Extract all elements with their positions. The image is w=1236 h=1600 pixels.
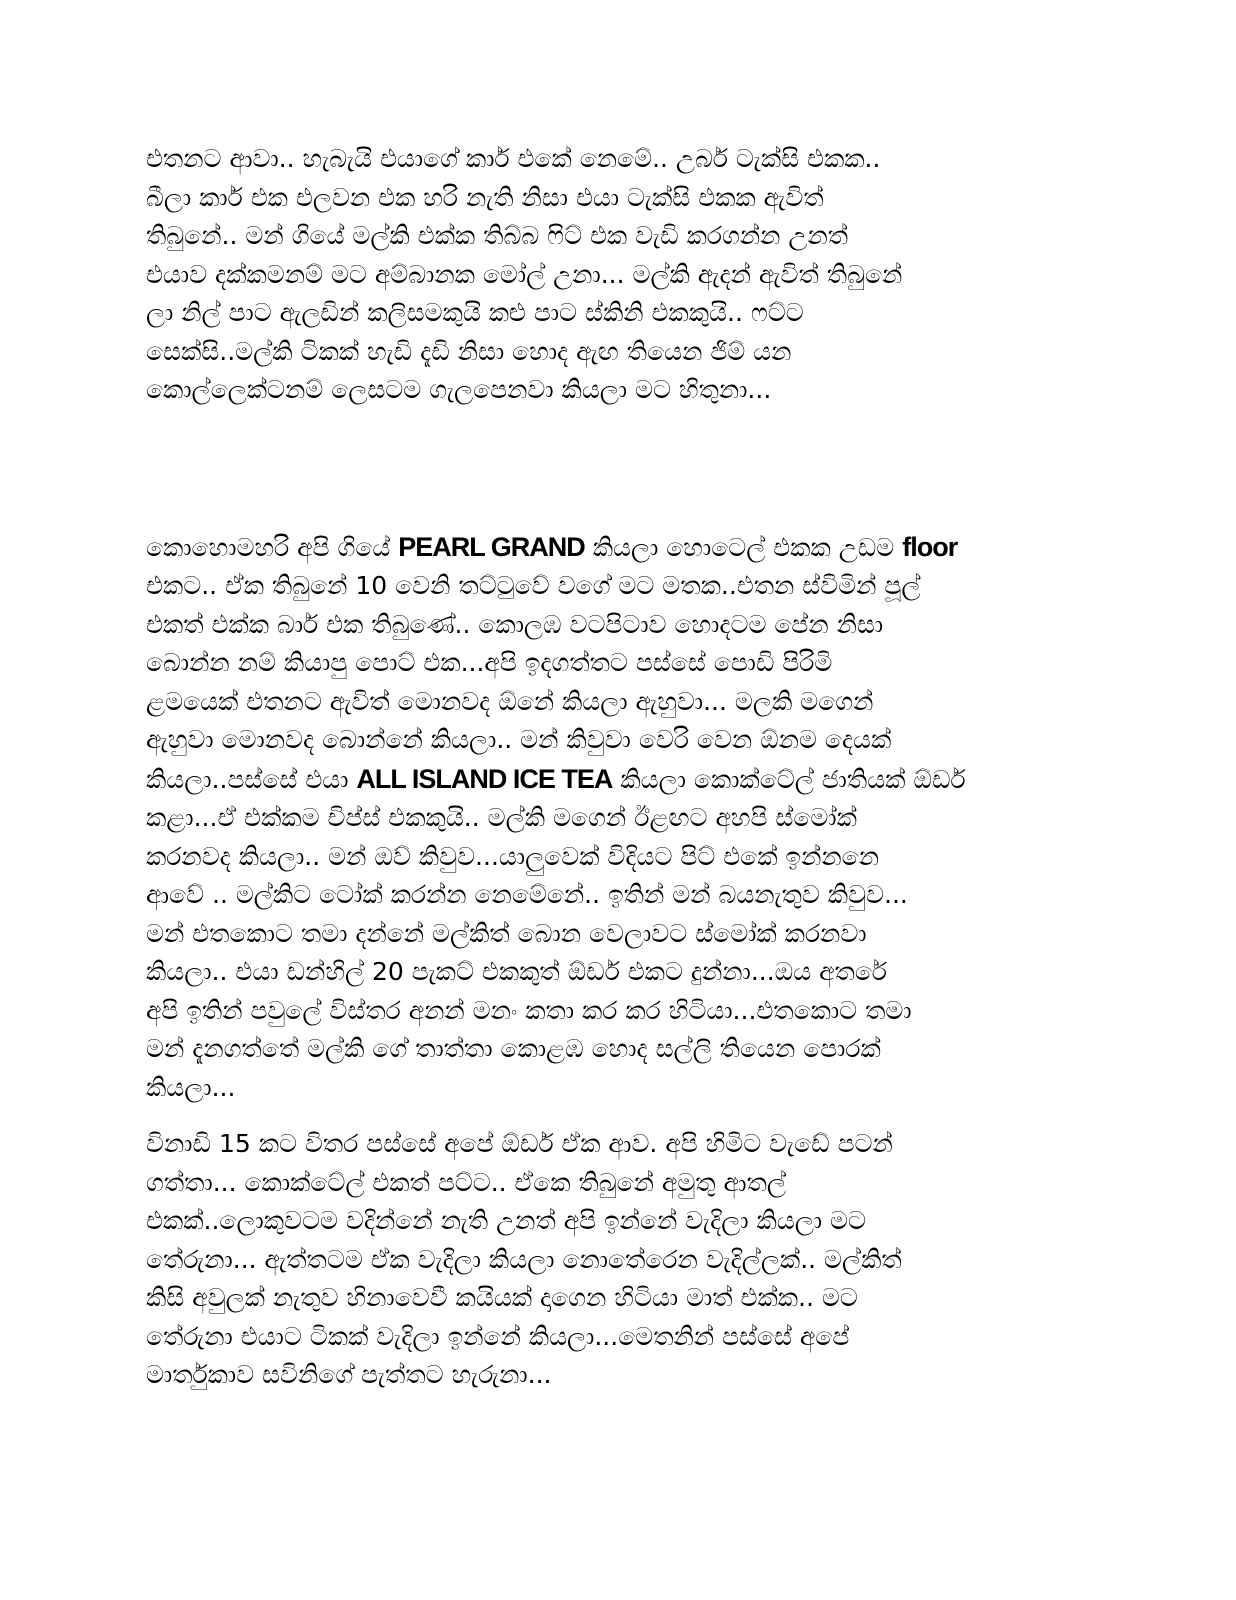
text-segment: මන් එතකොට තමා දන්නේ මල්කිත් බොන වෙලාවට ස්මෝක් කරනවා: [146, 918, 867, 948]
text-segment: ආවේ .. මල්කිට ටෝක් කරන්න නෙමේනේ.. ඉතින් මන් බයනැතුව කිවුව...: [146, 880, 908, 909]
text-line: ගත්තා... කොක්ටේල් එකත් පට්ට.. ඒකෙ තිබුනේ අමුතු ආතල්: [146, 1167, 786, 1197]
emphasized-text: ALL ISLAND ICE TEA: [356, 763, 613, 794]
text-segment: කොහොමහරි අපි ගියේ: [146, 532, 399, 562]
paragraph-2: [146, 528, 1076, 1108]
text-segment: කියලා කොක්ටේල් ජාතියක් ඕඩර්: [612, 764, 966, 794]
text-segment: මන් දැනගත්තේ මල්කි ගේ තාත්තා කොළඹ හොද සල්ලි තියෙන පොරක්: [146, 1034, 881, 1063]
text-line: [146, 992, 1076, 1031]
text-segment: කියලා හොටෙල් එකක උඩම: [584, 532, 903, 562]
paragraph-3: [146, 1125, 1076, 1395]
document-page: [146, 140, 1076, 1395]
text-line: එයාව දක්කමනම් මට අම්බානක මෝල් උනා... මල්කි ඇදන් ඇවිත් තිබුනේ: [146, 259, 903, 289]
text-segment: බොන්න නම් කියාපු පොට් එක...අපි ඉදගත්තට පස්සේ පොඩි පිරිමි: [146, 648, 833, 677]
text-line: එකක්..ලොකුවටම වදින්නේ නැති උනත් අපි ඉන්නේ වැදිලා කියලා මට: [146, 1206, 866, 1235]
text-segment: කියලා.. එයා ඩන්හිල් 20 පැකට් එකකුත් ඕඩර් එකට දුන්නා...ඔය අතරේ: [146, 957, 887, 986]
text-line: සෙක්සි..මල්කි ටිකක් හැඩි දැඩි නිසා හොද ඇඟ තියෙන ජිම් යන: [146, 336, 792, 366]
text-segment: එකට.. ඒක තිබුනේ 10 වෙනි තට්ටුවේ වගේ මට මතක..එතන ස්විමින් පූල්: [146, 571, 921, 600]
text-line: කොල්ලෙක්ටනම් ලෙසටම ගැලපෙනවා කියලා මට හිතුනා...: [146, 375, 772, 404]
text-line: [146, 760, 1076, 800]
text-line: [146, 876, 1076, 915]
text-segment: අපි ඉතින් පවුලේ විස්තර අනන් මනං කතා කර කර හිටියා...එතකොට තමා: [146, 995, 912, 1025]
text-line: [146, 721, 1076, 760]
text-line: [146, 528, 1076, 568]
text-segment: කියලා...: [146, 1072, 236, 1102]
text-line: තිබුනේ.. මන් ගියේ මල්කි එක්ක තිබ්බ ෆිට් එක වැඩි කරගන්න උනත්: [146, 221, 849, 250]
text-line: [146, 606, 1076, 645]
text-line: තේරුනා එයාට ටිකක් වැදිලා ඉන්නේ කියලා...මෙතනින් පස්සේ අපේ: [146, 1321, 850, 1351]
text-segment: කියලා..පස්සේ එයා: [146, 764, 357, 794]
text-line: බීලා කාර් එක එලවන එක හරි නැති නිසා එයා ටැක්සි එකක ඇවිත්: [146, 182, 824, 212]
text-line: [146, 799, 1076, 838]
text-line: [146, 953, 1076, 992]
text-line: [146, 567, 1076, 606]
text-line: එතනට ආවා.. හැබැයි එයාගේ කාර් එකේ නෙමේ.. උබර් ටැක්සි එකක..: [146, 144, 881, 173]
text-line: තේරුනා... ඇත්තටම ඒක වැදිලා කියලා නොතේරෙන වැදිල්ලක්.. මල්කිත්: [146, 1244, 902, 1274]
text-segment: එකත් එක්ක බාර් එක තිබුණේ.. කොලඹ වටපිටාව හොදටම පේන නිසා: [146, 609, 884, 639]
text-line: ලා නිල් පාට ඇලඩින් කලිසමකුයි කළු පාට ස්කිනි එකකුයි.. ෆට්ට: [146, 298, 804, 327]
text-segment: කළා...ඒ එක්කම චිප්ස් එකකුයි.. මල්කි මගෙන් ඊළඟට අහපි ස්මෝක්: [146, 803, 857, 832]
text-line: මාර්තුකාව සවිනිගේ පැත්තට හැරුනා...: [146, 1360, 552, 1389]
emphasized-text: PEARL GRAND: [398, 531, 585, 562]
text-segment: ඇහුවා මොනවද බොන්නේ කියලා.. මන් කිවුවා වෙරි වෙන ඕනම දෙයක්: [146, 725, 892, 754]
text-segment: ළමයෙක් එතනට ඇවිත් මොනවද ඕනේ කියලා ඇහුවා... මලකි මගෙන්: [146, 686, 874, 716]
text-line: [146, 1030, 1076, 1069]
paragraph-1: [146, 140, 1076, 410]
text-line: කිසි අවුලක් නැතුව හිනාවෙවී කයියක් දාගෙන හිටියා මාත් එක්ක.. මට: [146, 1283, 858, 1312]
text-line: [146, 1069, 1076, 1108]
emphasized-text: floor: [902, 531, 958, 562]
text-line: [146, 838, 1076, 877]
text-line: [146, 644, 1076, 683]
text-line: [146, 915, 1076, 954]
text-segment: කරනවද කියලා.. මන් ඔව් කිවුව...යාලුවෙක් විදියට පිට් එකේ ඉන්නනෙ: [146, 841, 880, 871]
text-line: විනාඩි 15 කට විතර පස්සේ අපේ ඕඩර් ඒක ආව. අපි හිමිට වැඩේ පටන්: [146, 1129, 893, 1158]
text-line: [146, 683, 1076, 722]
